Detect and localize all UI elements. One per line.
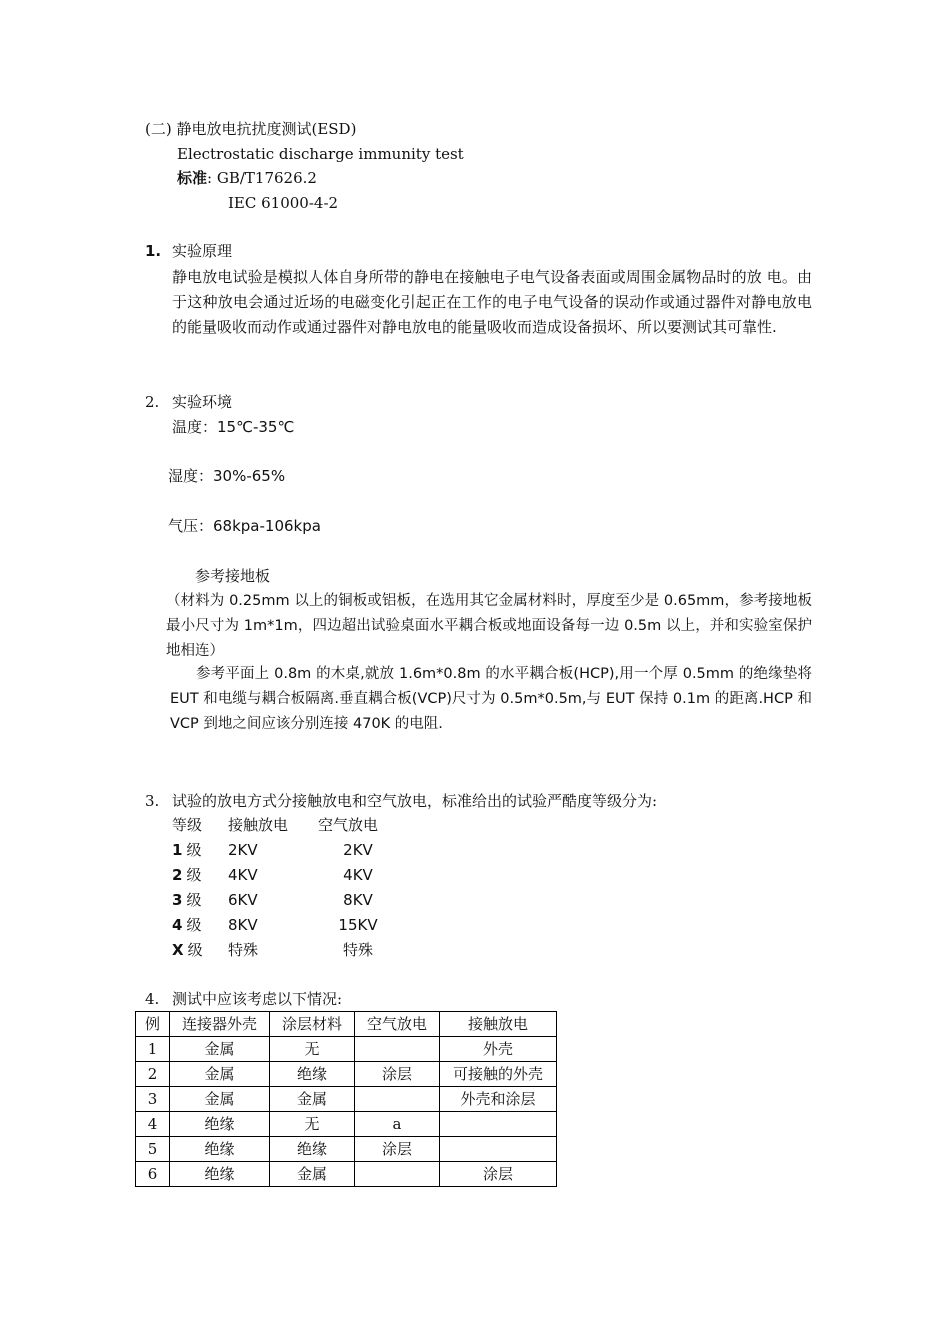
table-cell: 无 bbox=[270, 1037, 355, 1062]
table-row bbox=[136, 1112, 557, 1137]
section-subtitle-en: Electrostatic discharge immunity test bbox=[177, 145, 464, 163]
table-cell bbox=[355, 1162, 440, 1187]
cases-header-row bbox=[136, 1012, 557, 1037]
cases-header-example: 例 bbox=[136, 1012, 170, 1037]
severity-level-suffix: 级 bbox=[187, 941, 203, 959]
temperature-label: 温度： bbox=[172, 418, 218, 436]
section-title: (二) 静电放电抗扰度测试(ESD) bbox=[145, 120, 357, 138]
table-cell bbox=[440, 1112, 557, 1137]
table-row bbox=[136, 1037, 557, 1062]
severity-header-row bbox=[172, 813, 398, 838]
cases-header-contact-discharge: 接触放电 bbox=[440, 1012, 557, 1037]
severity-level: 4 bbox=[172, 916, 183, 934]
humidity-value: 30%-65% bbox=[213, 467, 286, 485]
standard-line: 标准: GB/T17626.2 bbox=[177, 169, 317, 187]
table-cell: 6 bbox=[136, 1162, 170, 1187]
severity-row bbox=[172, 938, 398, 963]
table-cell: 4 bbox=[136, 1112, 170, 1137]
severity-level: 2 bbox=[172, 866, 183, 884]
humidity-label: 湿度： bbox=[168, 467, 214, 485]
severity-header-level: 等级 bbox=[172, 816, 203, 834]
table-cell: 绝缘 bbox=[170, 1137, 270, 1162]
table-cell: 涂层 bbox=[355, 1137, 440, 1162]
cases-header-coating-material: 涂层材料 bbox=[270, 1012, 355, 1037]
severity-header-air: 空气放电 bbox=[318, 816, 379, 834]
table-row bbox=[136, 1137, 557, 1162]
table-cell: 外壳和涂层 bbox=[440, 1087, 557, 1112]
severity-contact: 特殊 bbox=[228, 941, 259, 959]
table-cell: 绝缘 bbox=[270, 1137, 355, 1162]
table-cell: 5 bbox=[136, 1137, 170, 1162]
s4-title: 测试中应该考虑以下情况: bbox=[172, 990, 343, 1008]
table-cell bbox=[440, 1137, 557, 1162]
ground-plane-body: （材料为 0.25mm 以上的铜板或铝板，在选用其它金属材料时，厚度至少是 0.65mm，参考接地板最小尺寸为 1m*1m，四边超出试验桌面水平耦合板或地面设备每一边 0.5m 以上，并和实验室保护地相连） bbox=[166, 593, 812, 659]
severity-air: 4KV bbox=[343, 866, 373, 884]
severity-air: 8KV bbox=[343, 891, 373, 909]
severity-row bbox=[172, 888, 398, 913]
severity-level: 3 bbox=[172, 891, 183, 909]
severity-row bbox=[172, 863, 398, 888]
table-cell: 绝缘 bbox=[170, 1112, 270, 1137]
table-cell bbox=[355, 1037, 440, 1062]
standard-label: 标准 bbox=[177, 169, 208, 187]
table-cell: 3 bbox=[136, 1087, 170, 1112]
s1-number: 1. bbox=[145, 242, 162, 260]
severity-contact: 6KV bbox=[228, 891, 258, 909]
severity-air: 15KV bbox=[338, 916, 378, 934]
severity-level: X bbox=[172, 941, 184, 959]
ground-plane-title: 参考接地板 bbox=[195, 567, 271, 585]
table-cell: 1 bbox=[136, 1037, 170, 1062]
severity-row bbox=[172, 838, 398, 863]
table-cell: 金属 bbox=[270, 1162, 355, 1187]
pressure-value: 68kpa-106kpa bbox=[213, 517, 321, 535]
table-row bbox=[136, 1162, 557, 1187]
severity-contact: 2KV bbox=[228, 841, 258, 859]
severity-level-suffix: 级 bbox=[186, 841, 202, 859]
table-cell: 金属 bbox=[170, 1087, 270, 1112]
s2-number: 2. bbox=[145, 393, 160, 411]
severity-header-contact: 接触放电 bbox=[228, 816, 289, 834]
s2-title: 实验环境 bbox=[172, 393, 233, 411]
table-cell bbox=[355, 1087, 440, 1112]
severity-contact: 8KV bbox=[228, 916, 258, 934]
table-cell: 绝缘 bbox=[170, 1162, 270, 1187]
table-cell: 无 bbox=[270, 1112, 355, 1137]
pressure-line bbox=[168, 514, 321, 538]
test-cases-table bbox=[135, 1011, 557, 1187]
temperature-line bbox=[172, 415, 294, 439]
s1-body: 静电放电试验是模拟人体自身所带的静电在接触电子电气设备表面或周围金属物品时的放 电。由于这种放电会通过近场的电磁变化引起正在工作的电子电气设备的误动作或通过器件对静电放电的能量吸收而动作或通过器件对静电放电的能量吸收而造成设备损坏、所以要测试其可靠性. bbox=[172, 268, 812, 336]
s1-title: 实验原理 bbox=[172, 242, 233, 260]
table-cell: 可接触的外壳 bbox=[440, 1062, 557, 1087]
cases-header-air-discharge: 空气放电 bbox=[355, 1012, 440, 1037]
s3-title: 试验的放电方式分接触放电和空气放电，标准给出的试验严酷度等级分为: bbox=[172, 792, 658, 810]
humidity-line bbox=[168, 464, 285, 488]
table-cell: 涂层 bbox=[440, 1162, 557, 1187]
severity-level: 1 bbox=[172, 841, 183, 859]
coupling-plane-body: 参考平面上 0.8m 的木桌,就放 1.6m*0.8m 的水平耦合板(HCP),用一个厚 0.5mm 的绝缘垫将 EUT 和电缆与耦合板隔离.垂直耦合板(VCP)尺寸为 0.5m*0.5m,与 EUT 保持 0.1m 的距离.HCP 和 VCP 到地之间应该分别连接 470K 的电阻. bbox=[170, 666, 812, 732]
pressure-label: 气压： bbox=[168, 517, 214, 535]
severity-levels-table bbox=[172, 813, 398, 963]
severity-contact: 4KV bbox=[228, 866, 258, 884]
severity-level-suffix: 级 bbox=[186, 916, 202, 934]
table-cell: 金属 bbox=[270, 1087, 355, 1112]
table-cell: 绝缘 bbox=[270, 1062, 355, 1087]
table-cell: 涂层 bbox=[355, 1062, 440, 1087]
severity-row bbox=[172, 913, 398, 938]
table-cell: 2 bbox=[136, 1062, 170, 1087]
table-cell: 金属 bbox=[170, 1037, 270, 1062]
table-row bbox=[136, 1062, 557, 1087]
severity-air: 2KV bbox=[343, 841, 373, 859]
table-row bbox=[136, 1087, 557, 1112]
s4-number: 4. bbox=[145, 990, 160, 1008]
severity-level-suffix: 级 bbox=[186, 891, 202, 909]
s3-number: 3. bbox=[145, 792, 160, 810]
severity-air: 特殊 bbox=[342, 941, 373, 959]
standard-iec: IEC 61000-4-2 bbox=[228, 194, 339, 212]
table-cell: 金属 bbox=[170, 1062, 270, 1087]
temperature-value: 15℃-35℃ bbox=[217, 418, 295, 436]
standard-gb: GB/T17626.2 bbox=[216, 169, 317, 187]
severity-level-suffix: 级 bbox=[186, 866, 202, 884]
cases-header-connector-shell: 连接器外壳 bbox=[170, 1012, 270, 1037]
table-cell: a bbox=[355, 1112, 440, 1137]
table-cell: 外壳 bbox=[440, 1037, 557, 1062]
